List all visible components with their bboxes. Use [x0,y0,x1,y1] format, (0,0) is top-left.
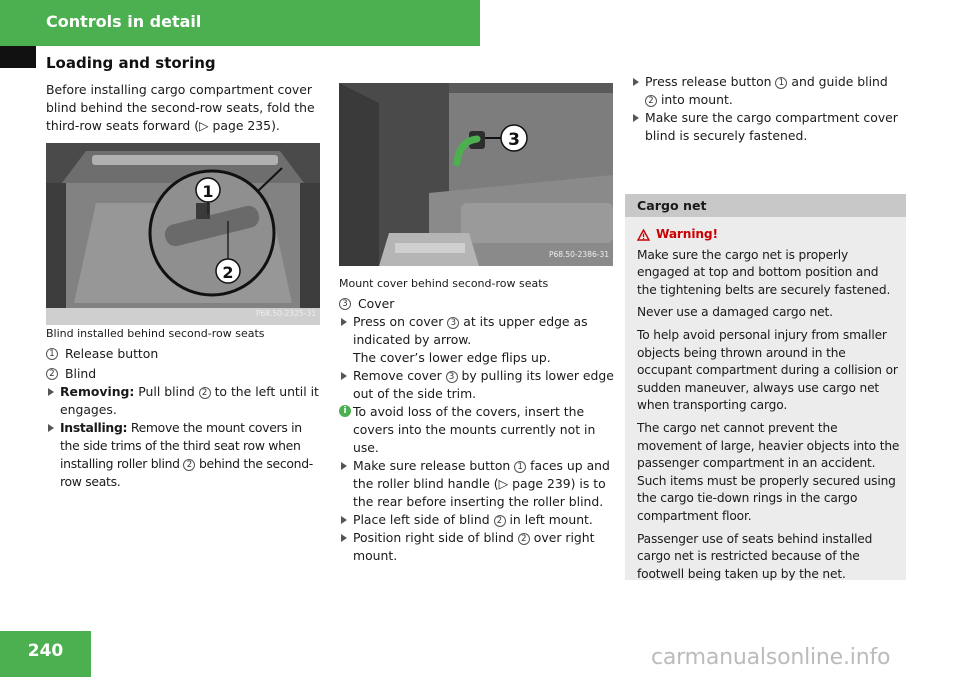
page-reference[interactable]: ▷ page 235 [199,118,272,133]
legend-item: 1 Release button [46,345,322,363]
warning-icon [637,229,650,241]
warning-paragraph: Make sure the cargo net is properly engaged at top and bottom position and the tightening belts are securely fastened. [637,247,891,297]
warning-box [625,217,906,580]
warning-paragraph: Passenger use of seats behind installed cargo net is restricted because of the footwell being taken up by the net. [637,531,873,581]
callout-3: 3 [508,130,520,150]
column-2 [339,83,615,565]
page-reference[interactable]: ▷ page 239 [498,476,571,491]
legend-item: 3 Cover [339,295,615,313]
step-left-side: Place left side of blind 2 in left mount. [339,511,615,529]
info-note: i To avoid loss of the covers, insert the covers into the mounts currently not in use. [339,403,615,457]
cargo-net-heading: Cargo net [625,194,906,217]
intro-paragraph: Before installing cargo compartment cover blind behind the second-row seats, fold the third-row seats forward (▷ page 235). [46,82,315,133]
callout-2: 2 [222,263,234,282]
warning-paragraph: To help avoid personal injury from smaller objects being thrown around in the occupant compartment during a collision or sudden maneuver, always use cargo net when transporting cargo. [637,327,898,413]
page-title: Loading and storing [46,54,216,72]
section-title: Controls in detail [46,12,202,31]
cargo-blind-photo [46,143,320,325]
callout-1: 1 [202,182,214,201]
mount-cover-illustration [339,83,613,266]
step-note: The cover’s lower edge flips up. [353,350,551,365]
step-fastened: Make sure the cargo compartment cover blind is securely fastened. [631,109,903,145]
warning-heading: Warning! [637,226,900,244]
figure-caption: Blind installed behind second-row seats [46,327,265,340]
watermark: carmanualsonline.info [651,645,891,670]
mount-cover-photo [339,83,613,266]
step-right-side: Position right side of blind 2 over right mount. [339,529,615,565]
step-press-cover: Press on cover 3 at its upper edge as indicated by arrow. [339,313,615,349]
page-number: 240 [0,631,91,677]
column-3 [631,73,903,145]
step-removing: Removing: Pull blind 2 to the left until it engages. [46,383,322,419]
legend-item: 2 Blind [46,365,322,383]
photo-code: P68.50-2325-31 [255,309,316,318]
warning-paragraph: The cargo net cannot prevent the movement of large, heavier objects into the passenger compartment in an accident. Such items must be properly secured using the cargo tie-down rings in the cargo compartment floor. [637,420,900,523]
figure-caption: Mount cover behind second-row seats [339,277,549,290]
info-icon: i [339,405,351,417]
warning-paragraph: Never use a damaged cargo net. [637,305,833,320]
photo-code: P68.50-2386-31 [548,250,609,259]
step-installing: Installing: Remove the mount covers in the side trims of the third seat row when installing roller blind 2 behind the second-row seats. [46,419,322,491]
step-guide-blind: Press release button 1 and guide blind 2 into mount. [631,73,903,109]
column-1 [46,81,322,491]
cargo-blind-illustration [46,143,320,325]
step-remove-cover: Remove cover 3 by pulling its lower edge out of the side trim. [339,367,615,403]
step-release-button: Make sure release button 1 faces up and the roller blind handle (▷ page 239) is to the rear before inserting the roller blind. [339,457,615,511]
subsection-marker [0,46,36,68]
